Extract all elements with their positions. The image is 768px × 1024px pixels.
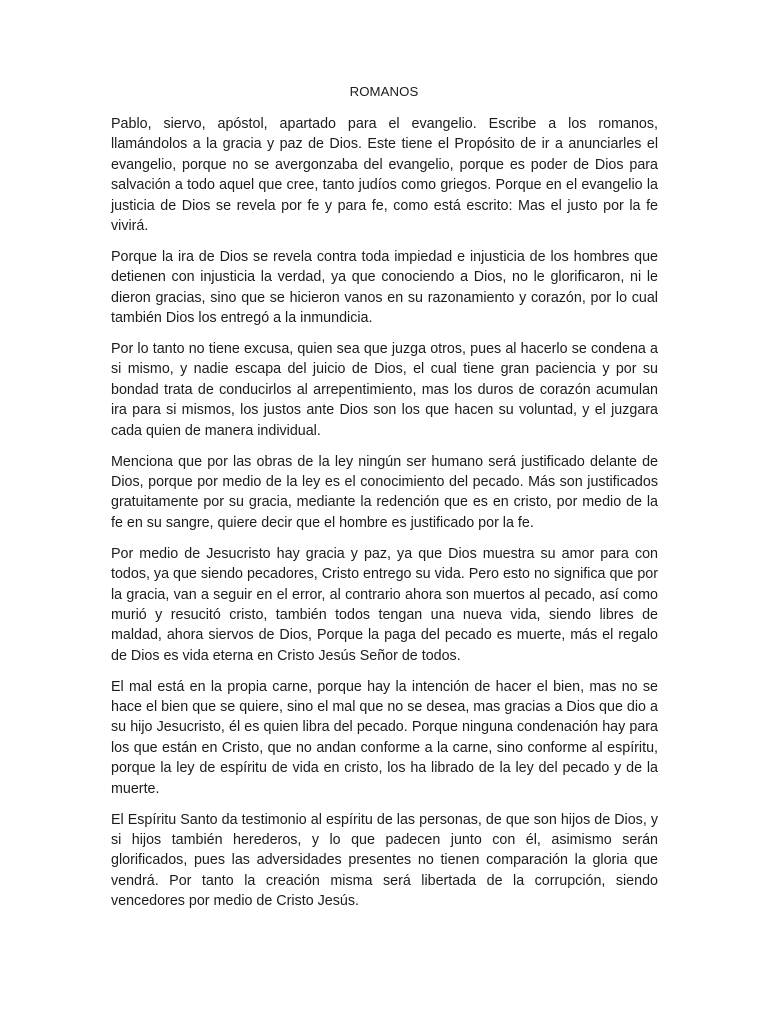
paragraph: Pablo, siervo, apóstol, apartado para el evangelio. Escribe a los romanos, llamándolos a la gracia y paz de Dios. Este tiene el Propósito de ir a anunciarles el evangelio, porque no se avergonzaba del evangelio, porque es poder de Dios para salvación a todo aquel que cree, tanto judíos como griegos. Porque en el evangelio la justicia de Dios se revela por fe y para fe, como está escrito: Mas el justo por la fe vivirá. — [111, 116, 658, 235]
paragraph: Por medio de Jesucristo hay gracia y paz, ya que Dios muestra su amor para con todos, ya que siendo pecadores, Cristo entrego su vida. Pero esto no significa que por la gracia, van a seguir en el error, al contrario ahora son muertos al pecado, así como murió y resucitó cristo, también todos tengan una nueva vida, siendo libres de maldad, ahora siervos de Dios, Porque la paga del pecado es muerte, más el regalo de Dios es vida eterna en Cristo Jesús Señor de todos. — [111, 545, 658, 664]
paragraph: Menciona que por las obras de la ley ningún ser humano será justificado delante de Dios, porque por medio de la ley es el conocimiento del pecado. Más son justificados gratuitamente por su gracia, mediante la redención que es en cristo, por medio de la fe en su sangre, quiere decir que el hombre es justificado por la fe. — [111, 453, 658, 531]
document-title: ROMANOS — [349, 84, 419, 99]
document-body — [111, 114, 658, 922]
paragraph: Por lo tanto no tiene excusa, quien sea que juzga otros, pues al hacerlo se condena a si mismo, y nadie escapa del juicio de Dios, el cual tiene gran paciencia y por su bondad trata de conducirlos al arrepentimiento, mas los duros de corazón acumulan ira para si mismos, los justos ante Dios son los que hacen su voluntad, y el juzgara cada quien de manera individual. — [111, 341, 658, 439]
paragraph: El Espíritu Santo da testimonio al espíritu de las personas, de que son hijos de Dios, y si hijos también herederos, y lo que padecen junto con él, asimismo serán glorificados, pues las adversidades presentes no tienen comparación la gloria que vendrá. Por tanto la creación misma será libertada de la corrupción, siendo vencedores por medio de Cristo Jesús. — [111, 811, 658, 910]
paragraph: Porque la ira de Dios se revela contra toda impiedad e injusticia de los hombres que detienen con injusticia la verdad, ya que conociendo a Dios, no le glorificaron, ni le dieron gracias, sino que se hicieron vanos en su razonamiento y corazón, por lo cual también Dios los entregó a la inmundicia. — [111, 248, 658, 327]
paragraph: El mal está en la propia carne, porque hay la intención de hacer el bien, mas no se hace el bien que se quiere, sino el mal que no se desea, mas gracias a Dios que dio a su hijo Jesucristo, él es quien libra del pecado. Porque ninguna condenación hay para los que están en Cristo, que no andan conforme a la carne, sino conforme al espíritu, porque la ley de espíritu de vida en cristo, los ha librado de la ley del pecado y de la muerte. — [111, 678, 658, 797]
